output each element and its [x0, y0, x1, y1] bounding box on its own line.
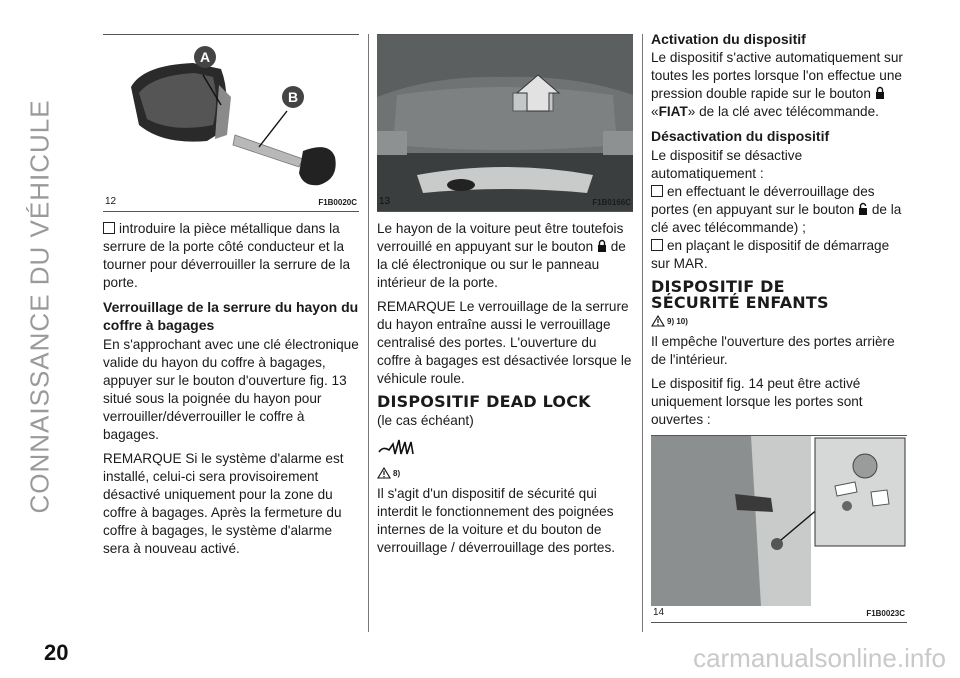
paragraph: Il s'agit d'un dispositif de sécurité qui interdit le fonctionnement des poignées internes de la voiture et du bouton de verrouillage / déverrouillage des portes. [377, 486, 616, 555]
warning-reference: 9) 10) [651, 315, 907, 327]
column-divider [642, 34, 643, 632]
child-lock-illustration [651, 436, 907, 622]
section-heading: Activation du dispositif [651, 31, 806, 47]
figure-number: 12 [105, 196, 117, 207]
lock-icon [875, 86, 885, 100]
figure-number: 13 [379, 196, 391, 207]
section-heading: Verrouillage de la serrure du hayon du coffre à bagages [103, 299, 359, 333]
list-item: en plaçant le dispositif de démarrage sur MAR. [651, 238, 890, 271]
lock-icon [597, 239, 607, 253]
paragraph: Le dispositif se désactive automatiquement : [651, 148, 803, 181]
column-3 [651, 31, 907, 623]
watermark: carmanualsonline.info [693, 643, 946, 673]
figure-code: F1B0020C [318, 198, 357, 207]
paragraph: Il empêche l'ouverture des portes arrière de l'intérieur. [651, 334, 895, 367]
list-item: en effectuant le déverrouillage des portes (en appuyant sur le bouton de la clé avec télécommande) ; [651, 184, 902, 235]
section-heading: Désactivation du dispositif [651, 128, 830, 144]
label-b: B [287, 89, 299, 105]
unlock-icon [858, 202, 868, 216]
label-a: A [199, 49, 211, 65]
warning-reference: 8) [377, 467, 633, 479]
bullet-icon [651, 239, 663, 251]
bullet-icon [651, 185, 663, 197]
paragraph: Le dispositif fig. 14 peut être activé uniquement lorsque les portes sont ouvertes : [651, 376, 863, 427]
figure-13 [377, 34, 633, 212]
paragraph: REMARQUE Si le système d'alarme est installé, celui-ci sera provisoirement désactivé uniquement pour la zone du coffre à bagages. Après la fermeture du coffre à bagages, le système d'alarme sera à nouveau activé. [103, 451, 344, 556]
warning-icon [377, 467, 391, 479]
column-2 [377, 34, 633, 563]
page-number: 20 [44, 640, 69, 665]
paragraph: En s'approchant avec une clé électronique valide du hayon du coffre à bagages, appuyer sur le bouton d'ouverture fig. 13 situé sous la poignée du hayon pour verrouiller/déverrouiller le coffre à bagages. [103, 337, 359, 442]
paragraph: introduire la pièce métallique dans la serrure de la porte côté conducteur et la tourner pour déverrouiller la serrure de la porte. [103, 221, 351, 290]
figure-12 [103, 34, 359, 212]
section-subheading: (le cas échéant) [377, 413, 474, 428]
warning-icon [651, 315, 665, 327]
key-illustration [103, 35, 359, 211]
figure-number: 14 [653, 607, 665, 618]
section-heading: DISPOSITIF DEAD LOCK [377, 392, 591, 411]
bullet-icon [103, 222, 115, 234]
car-tailgate-illustration [377, 35, 633, 211]
figure-code: F1B0166C [592, 198, 631, 207]
paragraph: REMARQUE Le verrouillage de la serrure du hayon entraîne aussi le verrouillage centralisé des portes. L'ouverture du coffre à bagages est désactivée lorsque le véhicule roule. [377, 299, 632, 386]
figure-code: F1B0023C [866, 609, 905, 618]
optional-equipment-icon [377, 436, 417, 458]
column-divider [368, 34, 369, 632]
paragraph: Le dispositif s'active automatiquement sur toutes les portes lorsque l'on effectue une pression double rapide sur le bouton «FIAT» de la clé avec télécommande. [651, 50, 903, 119]
paragraph: Le hayon de la voiture peut être toutefois verrouillé en appuyant sur le bouton de la clé électronique ou sur le panneau intérieur de la porte. [377, 221, 626, 290]
figure-14 [651, 435, 907, 623]
section-heading: DISPOSITIF DE SÉCURITÉ ENFANTS [651, 277, 829, 312]
column-1 [103, 34, 359, 564]
